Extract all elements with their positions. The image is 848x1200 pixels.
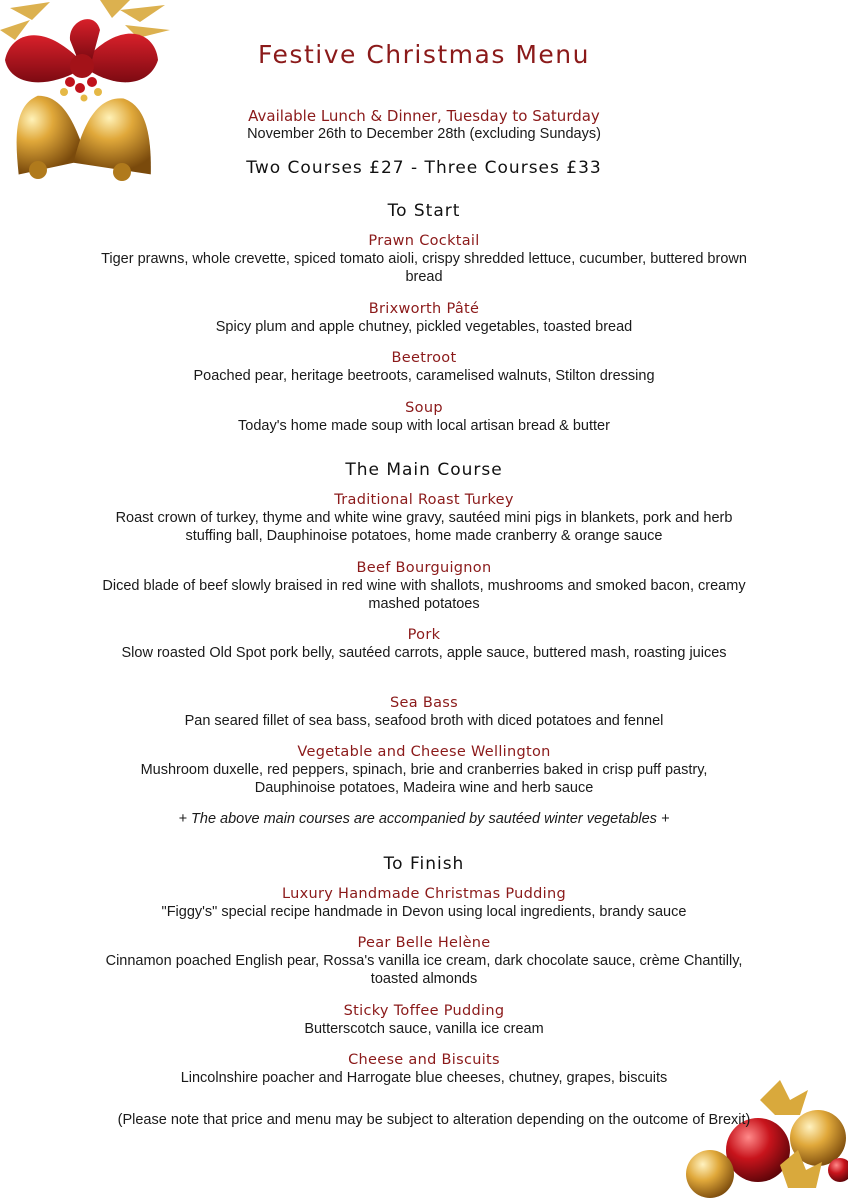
dish-name: Prawn Cocktail — [368, 233, 480, 249]
menu-item — [100, 885, 748, 921]
dish-description: Lincolnshire poacher and Harrogate blue cheeses, chutney, grapes, biscuits — [180, 1070, 668, 1086]
availability-text: Available Lunch & Dinner, Tuesday to Saturday — [248, 107, 600, 125]
dish-name: Beetroot — [391, 350, 457, 366]
menu-item — [100, 934, 748, 988]
mains-note: + The above main courses are accompanied by sautéed winter vegetables + — [178, 811, 670, 827]
dish-name: Sticky Toffee Pudding — [343, 1003, 505, 1019]
section-heading-desserts: To Finish — [383, 854, 465, 874]
dish-description: Butterscotch sauce, vanilla ice cream — [304, 1021, 544, 1037]
dish-name: Cheese and Biscuits — [348, 1052, 500, 1068]
menu-item — [100, 1051, 748, 1087]
menu-item — [100, 559, 748, 613]
menu-item — [100, 626, 748, 662]
section-heading-starters: To Start — [387, 201, 461, 221]
dish-description: Roast crown of turkey, thyme and white wine gravy, sautéed mini pigs in blankets, pork and herb stuffing ball, Dauphinoise potatoes, home made cranberry & orange sauce — [115, 510, 733, 544]
dish-name: Luxury Handmade Christmas Pudding — [282, 886, 566, 902]
dish-name: Traditional Roast Turkey — [334, 492, 514, 508]
dish-name: Soup — [405, 400, 443, 416]
dish-name: Vegetable and Cheese Wellington — [297, 744, 551, 760]
menu-item — [100, 349, 748, 385]
dish-description: "Figgy's" special recipe handmade in Devon using local ingredients, brandy sauce — [161, 904, 687, 920]
menu-item — [100, 232, 748, 286]
section-heading-mains: The Main Course — [345, 460, 503, 480]
dish-description: Pan seared fillet of sea bass, seafood broth with diced potatoes and fennel — [184, 713, 664, 729]
dish-name: Pear Belle Helène — [357, 935, 491, 951]
menu-item — [100, 694, 748, 730]
footnote: (Please note that price and menu may be subject to alteration depending on the outcome of Brexit) — [117, 1112, 751, 1128]
menu-item — [100, 491, 748, 545]
christmas-baubles-decoration — [680, 1070, 848, 1200]
dish-description: Slow roasted Old Spot pork belly, sautéed carrots, apple sauce, buttered mash, roasting juices — [121, 645, 727, 661]
dish-name: Pork — [407, 627, 441, 643]
dish-name: Brixworth Pâté — [368, 301, 480, 317]
dish-name: Sea Bass — [390, 695, 458, 711]
dish-description: Poached pear, heritage beetroots, caramelised walnuts, Stilton dressing — [193, 368, 655, 384]
menu-item — [100, 399, 748, 435]
dish-description: Diced blade of beef slowly braised in red wine with shallots, mushrooms and smoked bacon, creamy mashed potatoes — [102, 578, 746, 612]
menu-title: Festive Christmas Menu — [258, 40, 590, 69]
dish-description: Spicy plum and apple chutney, pickled vegetables, toasted bread — [215, 319, 633, 335]
dish-description: Mushroom duxelle, red peppers, spinach, brie and cranberries baked in crisp puff pastry, Dauphinoise potatoes, Madeira wine and herb sauce — [140, 762, 708, 796]
dish-description: Cinnamon poached English pear, Rossa's vanilla ice cream, dark chocolate sauce, crème Chantilly, toasted almonds — [105, 953, 743, 987]
dish-name: Beef Bourguignon — [356, 560, 492, 576]
dish-description: Tiger prawns, whole crevette, spiced tomato aioli, crispy shredded lettuce, cucumber, buttered brown bread — [101, 251, 747, 285]
dish-description: Today's home made soup with local artisan bread & butter — [238, 418, 610, 434]
price-text: Two Courses £27 - Three Courses £33 — [246, 158, 602, 178]
dates-text: November 26th to December 28th (excluding Sundays) — [247, 126, 601, 142]
menu-item — [100, 300, 748, 336]
menu-item — [100, 743, 748, 797]
menu-item — [100, 1002, 748, 1038]
